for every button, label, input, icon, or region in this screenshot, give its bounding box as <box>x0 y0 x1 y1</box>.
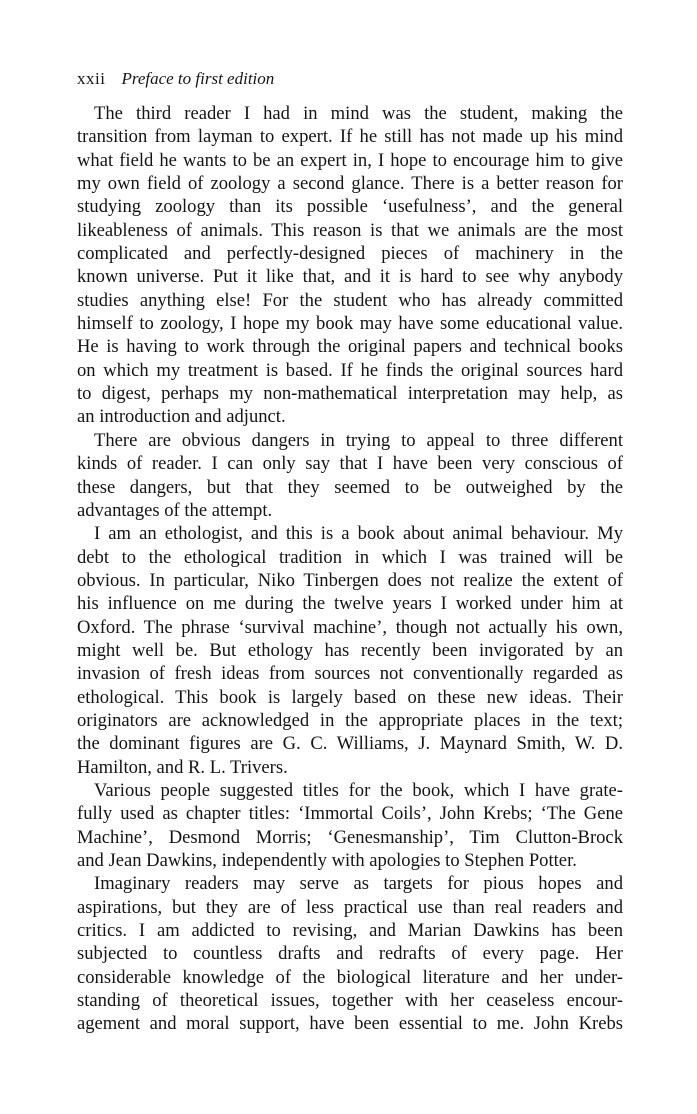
text-line: critics. I am addicted to revising, and Marian Dawkins has been <box>77 920 623 942</box>
text-line: invasion of fresh ideas from sources not conventionally regarded as <box>77 663 623 685</box>
text-line: studies anything else! For the student who has already committed <box>77 289 623 311</box>
text-line: the dominant figures are G. C. Williams, J. Maynard Smith, W. D. <box>77 733 623 755</box>
text-line: and Jean Dawkins, independently with apologies to Stephen Potter. <box>77 850 577 871</box>
text-line: himself to zoology, I hope my book may have some educational value. <box>77 313 623 335</box>
text-line: Oxford. The phrase ‘survival machine’, though not actually his own, <box>77 616 623 638</box>
text-line: debt to the ethological tradition in which I was trained will be <box>77 546 623 568</box>
text-line: an introduction and adjunct. <box>77 406 286 428</box>
running-head <box>77 66 274 92</box>
paragraph-first-line: There are obvious dangers in trying to appeal to three different <box>94 429 623 451</box>
text-line: complicated and perfectly-designed pieces of machinery in the <box>77 243 623 265</box>
text-line: considerable knowledge of the biological literature and her under- <box>77 966 623 988</box>
text-line: might well be. But ethology has recently been invigorated by an <box>77 639 623 661</box>
text-line: his influence on me during the twelve years I worked under him at <box>77 593 623 615</box>
text-line: advantages of the attempt. <box>77 499 273 521</box>
paragraph-first-line: The third reader I had in mind was the student, making the <box>94 103 623 124</box>
text-line: these dangers, but that they seemed to be outweighed by the <box>77 476 623 498</box>
section-title: Preface to first edition <box>121 69 275 88</box>
text-line: likeableness of animals. This reason is that we animals are the most <box>77 219 623 241</box>
text-line: transition from layman to expert. If he still has not made up his mind <box>77 126 623 148</box>
page-number: xxii <box>77 69 106 88</box>
text-line: known universe. Put it like that, and it is hard to see why anybody <box>77 266 623 288</box>
text-line: my own field of zoology a second glance. There is a better reason for <box>77 173 623 195</box>
text-line: kinds of reader. I can only say that I have been very conscious of <box>77 453 623 475</box>
text-line: what field he wants to be an expert in, I hope to encourage him to give <box>77 149 623 171</box>
text-line: standing of theoretical issues, together with her ceaseless encour- <box>77 990 623 1012</box>
text-line: to digest, perhaps my non-mathematical interpretation may help, as <box>77 383 623 405</box>
paragraph-first-line: I am an ethologist, and this is a book about animal behaviour. My <box>94 523 623 545</box>
paragraph-first-line: Various people suggested titles for the book, which I have grate- <box>94 779 623 801</box>
text-line: on which my treatment is based. If he finds the original sources hard <box>77 359 623 381</box>
text-line: originators are acknowledged in the appropriate places in the text; <box>77 709 623 731</box>
text-line: obvious. In particular, Niko Tinbergen does not realize the extent of <box>77 569 623 591</box>
body-text <box>77 102 623 1036</box>
text-line: subjected to countless drafts and redrafts of every page. Her <box>77 943 623 965</box>
paragraph-first-line: Imaginary readers may serve as targets for pious hopes and <box>94 873 623 895</box>
text-line: fully used as chapter titles: ‘Immortal Coils’, John Krebs; ‘The Gene <box>77 803 623 825</box>
text-line: aspirations, but they are of less practical use than real readers and <box>77 896 623 918</box>
text-line: Hamilton, and R. L. Trivers. <box>77 756 288 778</box>
text-line: ethological. This book is largely based on these new ideas. Their <box>77 686 623 708</box>
text-line: He is having to work through the original papers and technical books <box>77 336 623 358</box>
text-line: agement and moral support, have been essential to me. John Krebs <box>77 1013 623 1035</box>
text-line: Machine’, Desmond Morris; ‘Genesmanship’, Tim Clutton-Brock <box>77 826 623 848</box>
text-line: studying zoology than its possible ‘usefulness’, and the general <box>77 196 623 218</box>
